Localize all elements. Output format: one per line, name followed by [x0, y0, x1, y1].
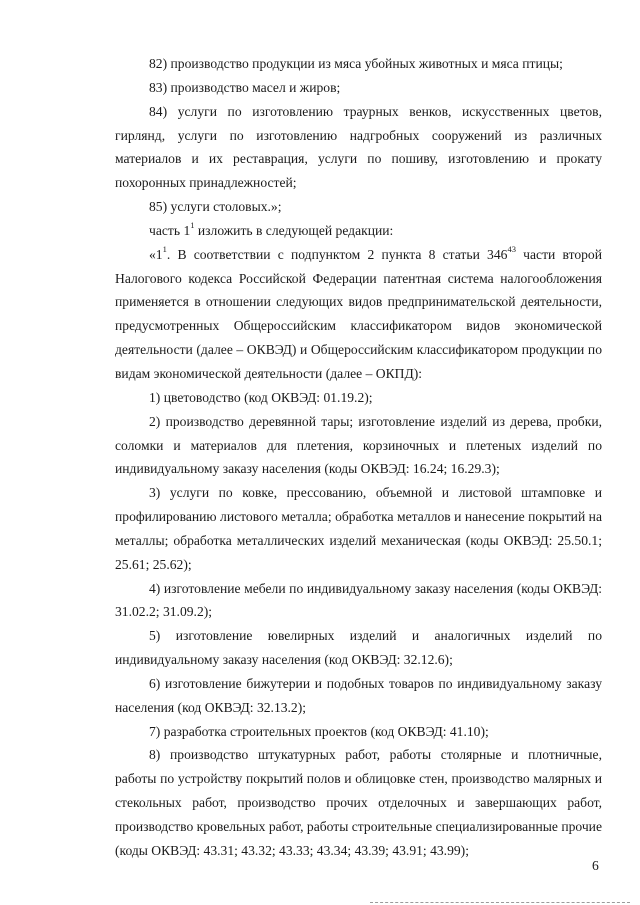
quote-text-start: «1 [149, 246, 163, 262]
list-item-5: 5) изготовление ювелирных изделий и аналогичных изделий по индивидуальному заказу населения (код ОКВЭД: 32.12.6); [115, 628, 602, 668]
part-intro-superscript: 1 [190, 220, 195, 231]
list-item-3: 3) услуги по ковке, прессованию, объемной и листовой штамповке и профилированию листового металла; обработка металлов и нанесение покрытий на металлы; обработка металлических изделий механическая (коды ОКВЭД: 25.50.1; 25.61; 25.62); [115, 485, 602, 572]
list-item-1: 1) цветоводство (код ОКВЭД: 01.19.2); [149, 389, 373, 405]
list-item-7: 7) разработка строительных проектов (код ОКВЭД: 41.10); [149, 723, 489, 739]
quote-superscript-article: 43 [507, 244, 516, 255]
quote-text-middle: . В соответствии с подпунктом 2 пункта 8 статьи 346 [166, 246, 508, 262]
paragraph-quote-main [115, 243, 602, 386]
quote-text-end: части второй Налогового кодекса Российской Федерации патентная система налогообложения применяется в отношении следующих видов предпринимательской деятельности, предусмотренных Общероссийским классификатором видов экономической деятельности (далее – ОКВЭД) и Общероссийским классификатором продукции по видам экономической деятельности (далее – ОКПД): [115, 246, 602, 381]
list-item-4: 4) изготовление мебели по индивидуальному заказу населения (коды ОКВЭД: 31.02.2; 31.09.2); [115, 580, 602, 620]
paragraph-item-82: 82) производство продукции из мяса убойных животных и мяса птицы; [149, 56, 563, 71]
paragraph-item-84: 84) услуги по изготовлению траурных венков, искусственных цветов, гирлянд, услуги по изготовлению надгробных сооружений из различных материалов и их реставрация, услуги по пошиву, изготовлению и прокату похоронных принадлежностей; [115, 103, 602, 191]
list-item-2: 2) производство деревянной тары; изготовление изделий из дерева, пробки, соломки и материалов для плетения, корзиночных и плетеных изделий по индивидуальному заказу населения (коды ОКВЭД: 16.24; 16.29.3); [115, 413, 602, 477]
paragraph-item-85: 85) услуги столовых.»; [149, 199, 282, 215]
page-number: 6 [592, 858, 599, 873]
paragraph-part-intro [115, 219, 602, 243]
list-item-6: 6) изготовление бижутерии и подобных товаров по индивидуальному заказу населения (код ОКВЭД: 32.13.2); [115, 675, 602, 715]
part-intro-text-end: изложить в следующей редакции: [194, 222, 394, 238]
list-item-8: 8) производство штукатурных работ, работы столярные и плотничные, работы по устройству покрытий полов и облицовке стен, производство малярных и стекольных работ, производство прочих отделочных и завершающих работ, производство кровельных работ, работы строительные специализированные прочие (коды ОКВЭД: 43.31; 43.32; 43.33; 43.34; 43.39; 43.91; 43.99); [115, 747, 602, 858]
page-edge-divider [370, 902, 630, 903]
paragraph-item-83: 83) производство масел и жиров; [149, 79, 341, 95]
document-body [115, 52, 602, 863]
part-intro-text: часть 1 [149, 222, 191, 238]
quote-superscript-one: 1 [162, 244, 167, 255]
